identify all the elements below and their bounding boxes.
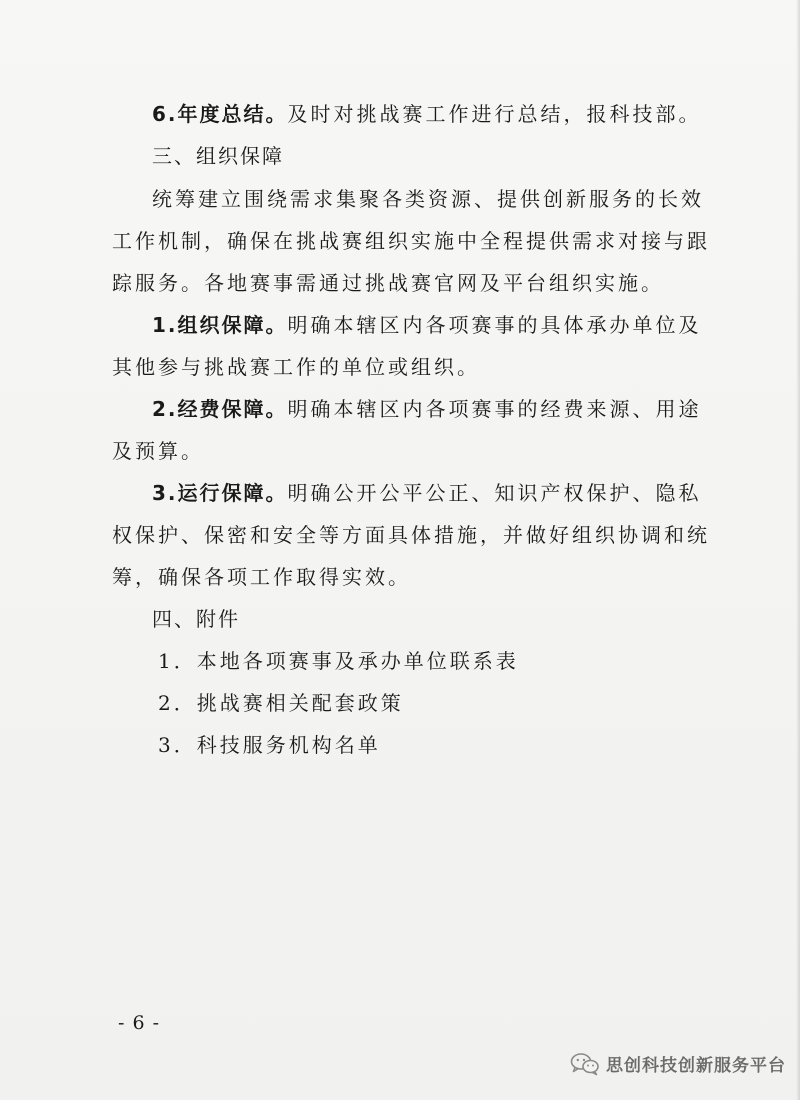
item-title-operation-guarantee: 3.运行保障。 xyxy=(152,481,288,505)
page-number: - 6 - xyxy=(118,1012,161,1034)
paragraph-line: 工作机制，确保在挑战赛组织实施中全程提供需求对接与跟 xyxy=(112,229,710,253)
section-heading-attachments: 四、附件 xyxy=(152,607,240,631)
paragraph-line: 其他参与挑战赛工作的单位或组织。 xyxy=(112,355,480,379)
attachment-item-3: 3．科技服务机构名单 xyxy=(158,733,381,757)
item-text-annual-summary: 及时对挑战赛工作进行总结，报科技部。 xyxy=(287,102,702,126)
paragraph-funding-guarantee xyxy=(152,395,702,423)
paragraph-annual-summary xyxy=(152,100,702,128)
wechat-icon xyxy=(570,1052,600,1076)
section-heading-organization: 三、组织保障 xyxy=(152,144,284,168)
item-title-organization-guarantee: 1.组织保障。 xyxy=(152,313,288,337)
item-text: 明确公开公平公正、知识产权保护、隐私 xyxy=(287,481,702,505)
paragraph-line: 权保护、保密和安全等方面具体措施，并做好组织协调和统 xyxy=(112,523,710,547)
attachment-item-1: 1．本地各项赛事及承办单位联系表 xyxy=(158,649,519,673)
paragraph-organization-guarantee xyxy=(152,311,702,339)
item-title-funding-guarantee: 2.经费保障。 xyxy=(152,397,288,421)
paragraph-line: 及预算。 xyxy=(112,439,204,463)
page-edge-shadow xyxy=(796,0,800,1100)
paragraph-line: 筹，确保各项工作取得实效。 xyxy=(112,565,411,589)
attachment-item-2: 2．挑战赛相关配套政策 xyxy=(158,691,404,715)
paragraph-operation-guarantee xyxy=(152,479,702,507)
item-text: 明确本辖区内各项赛事的具体承办单位及 xyxy=(287,313,702,337)
item-text: 明确本辖区内各项赛事的经费来源、用途 xyxy=(287,397,702,421)
watermark-text: 思创科技创新服务平台 xyxy=(606,1056,786,1076)
watermark xyxy=(570,1051,786,1076)
paragraph-line: 踪服务。各地赛事需通过挑战赛官网及平台组织实施。 xyxy=(112,271,664,295)
paragraph-line: 统筹建立围绕需求集聚各类资源、提供创新服务的长效 xyxy=(152,187,704,211)
item-title-annual-summary: 6.年度总结。 xyxy=(152,102,288,126)
